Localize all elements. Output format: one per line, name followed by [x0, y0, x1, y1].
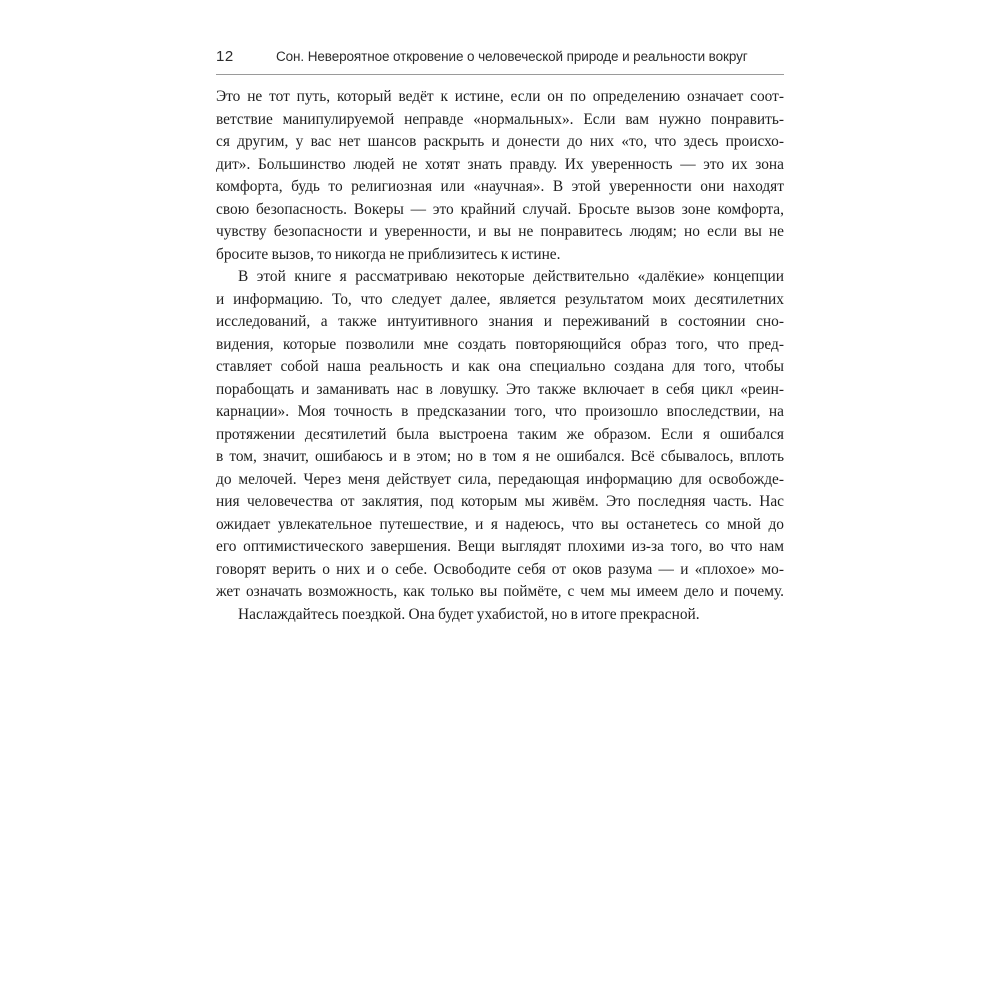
text-line: его оптимистического завершения. Вещи выглядят плохими из-за того, во что нам	[216, 538, 784, 555]
text-line: В этой книге я рассматриваю некоторые действительно «далёкие» концепции	[238, 268, 784, 285]
text-line: протяжении десятилетий была выстроена таким же образом. Если я ошибался	[216, 425, 784, 443]
text-line: говорят верить о них и о себе. Освободите себя от оков разума — и «плохое» мо-	[216, 560, 784, 578]
text-line: Наслаждайтесь поездкой. Она будет ухабистой, но в итоге прекрасной.	[238, 605, 700, 623]
paragraph-3	[216, 604, 784, 627]
text-line: до мелочей. Через меня действует сила, передающая информацию для освобожде-	[216, 470, 784, 488]
text-line: исследований, а также интуитивного знания и переживаний в состоянии сно-	[216, 313, 784, 330]
text-line: ставляет собой наша реальность и как она специально создана для того, чтобы	[216, 358, 784, 375]
text-line: чувству безопасности и уверенности, и вы не понравитесь людям; но если вы не	[216, 223, 784, 240]
text-line: видения, которые позволили мне создать повторяющийся образ того, что пред-	[216, 335, 784, 353]
page-number: 12	[216, 48, 234, 65]
paragraph-2	[216, 266, 784, 604]
running-title: Сон. Невероятное откровение о человеческой природе и реальности вокруг	[276, 49, 748, 64]
text-line: Это не тот путь, который ведёт к истине, если он по определению означает соот-	[216, 88, 784, 105]
paragraph-1	[216, 86, 784, 266]
text-line: свою безопасность. Вокеры — это крайний случай. Бросьте вызов зоне комфорта,	[216, 200, 784, 218]
text-line: ожидает увлекательное путешествие, и я надеюсь, что вы останетесь со мной до	[216, 515, 784, 533]
text-line: ся другим, у вас нет шансов раскрыть и донести до них «то, что здесь происхо-	[216, 133, 784, 150]
text-line: ветствие манипулируемой неправде «нормальных». Если вам нужно понравить-	[216, 110, 784, 128]
text-line: дит». Большинство людей не хотят знать правду. Их уверенность — это их зона	[216, 155, 784, 173]
text-line: карнации». Моя точность в предсказании того, что произошло впоследствии, на	[216, 403, 784, 420]
text-line: ния человечества от заклятия, под которым мы живём. Это последняя часть. Нас	[216, 493, 784, 510]
text-line: и информацию. То, что следует далее, является результатом моих десятилетних	[216, 290, 784, 308]
text-line: жет означать возможность, как только вы поймёте, с чем мы имеем дело и почему.	[216, 583, 784, 600]
text-line: порабощать и заманивать нас в ловушку. Это также включает в себя цикл «реин-	[216, 380, 784, 398]
body-text	[216, 86, 784, 626]
running-header	[216, 46, 782, 72]
text-line: комфорта, будь то религиозная или «научная». В этой уверенности они находят	[216, 178, 784, 195]
header-divider	[216, 74, 784, 75]
text-line: в том, значит, ошибаюсь и в этом; но в том я не ошибался. Всё сбывалось, вплоть	[216, 448, 784, 465]
text-line: бросите вызов, то никогда не приблизитесь к истине.	[216, 245, 561, 263]
